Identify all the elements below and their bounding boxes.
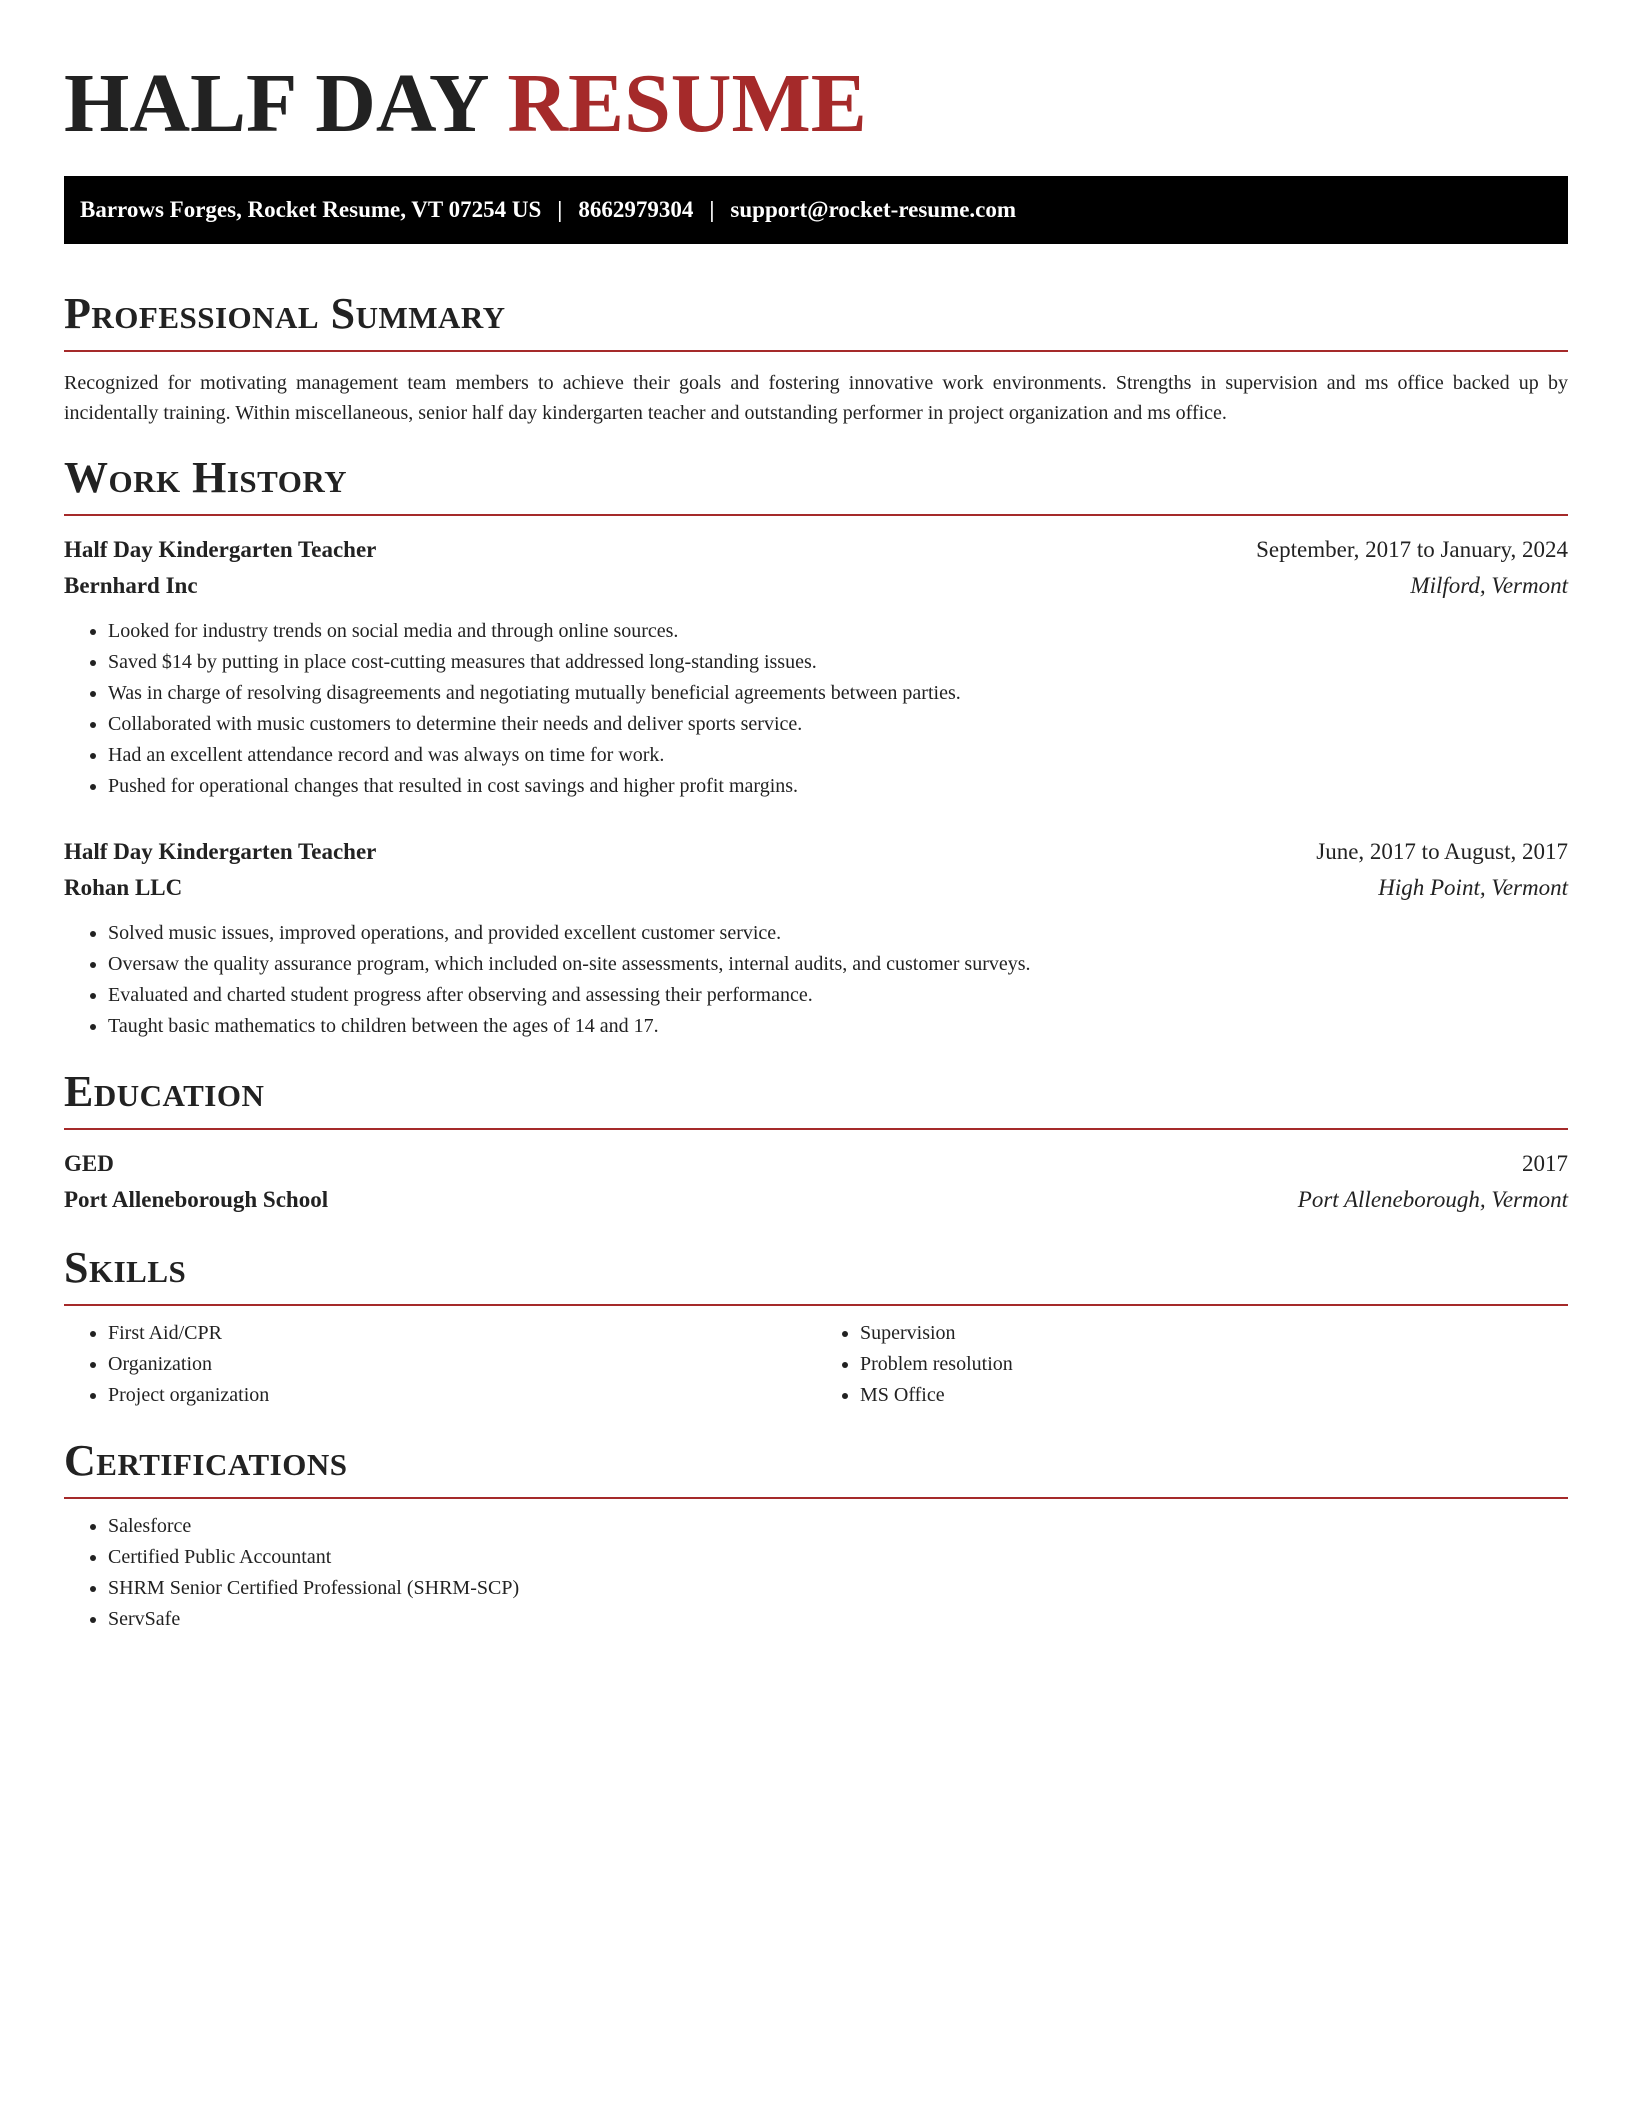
- education-school: Port Alleneborough School: [64, 1187, 329, 1212]
- list-item: • ServSafe: [108, 1604, 1568, 1635]
- education-year: 2017: [1522, 1151, 1568, 1176]
- skills-right-list: [816, 1318, 1568, 1411]
- skills-left-list: [64, 1318, 816, 1411]
- certifications-list: [64, 1511, 1568, 1635]
- education-school-row: [64, 1182, 1568, 1218]
- job-location: Milford, Vermont: [1410, 573, 1568, 598]
- job-company: Bernhard Inc: [64, 573, 198, 598]
- candidate-name: [64, 56, 1568, 152]
- education-degree-row: [64, 1146, 1568, 1182]
- list-item: • Certified Public Accountant: [108, 1542, 1568, 1573]
- list-item: • Evaluated and charted student progress after observing and assessing their performance.: [108, 980, 1568, 1011]
- job-company-row: [64, 870, 1568, 906]
- section-title-education: Education: [64, 1066, 1568, 1130]
- list-item: • First Aid/CPR: [108, 1318, 816, 1349]
- list-item: • Was in charge of resolving disagreements and negotiating mutually beneficial agreements between parties.: [108, 678, 1568, 709]
- list-item: • MS Office: [860, 1380, 1568, 1411]
- list-item: • Project organization: [108, 1380, 816, 1411]
- education-entry: [64, 1146, 1568, 1218]
- job-dates: June, 2017 to August, 2017: [1316, 839, 1568, 864]
- list-item: • Problem resolution: [860, 1349, 1568, 1380]
- list-item: • Oversaw the quality assurance program, which included on-site assessments, internal audits, and customer surveys.: [108, 949, 1568, 980]
- last-name: RESUME: [507, 57, 867, 150]
- resume-page: [64, 0, 1568, 1635]
- section-title-skills: Skills: [64, 1242, 1568, 1306]
- education-location: Port Alleneborough, Vermont: [1297, 1187, 1568, 1212]
- job-entry: [64, 532, 1568, 802]
- list-item: • Organization: [108, 1349, 816, 1380]
- job-header-row: [64, 834, 1568, 870]
- job-header-row: [64, 532, 1568, 568]
- list-item: • Solved music issues, improved operations, and provided excellent customer service.: [108, 918, 1568, 949]
- job-position: Half Day Kindergarten Teacher: [64, 537, 377, 562]
- job-position: Half Day Kindergarten Teacher: [64, 839, 377, 864]
- job-location: High Point, Vermont: [1378, 875, 1568, 900]
- list-item: • Supervision: [860, 1318, 1568, 1349]
- list-item: • Had an excellent attendance record and was always on time for work.: [108, 740, 1568, 771]
- first-name: HALF DAY: [64, 57, 487, 150]
- list-item: • Collaborated with music customers to determine their needs and deliver sports service.: [108, 709, 1568, 740]
- list-item: • Pushed for operational changes that resulted in cost savings and higher profit margins.: [108, 771, 1568, 802]
- section-title-certifications: Certifications: [64, 1435, 1568, 1499]
- list-item: • Looked for industry trends on social media and through online sources.: [108, 616, 1568, 647]
- list-item: • Taught basic mathematics to children between the ages of 14 and 17.: [108, 1011, 1568, 1042]
- section-title-summary: Professional Summary: [64, 288, 1568, 352]
- list-item: • SHRM Senior Certified Professional (SHRM-SCP): [108, 1573, 1568, 1604]
- job-company-row: [64, 568, 1568, 604]
- contact-address: Barrows Forges, Rocket Resume, VT 07254 US: [80, 197, 542, 222]
- job-dates: September, 2017 to January, 2024: [1256, 537, 1568, 562]
- contact-separator: |: [557, 197, 563, 222]
- contact-separator: |: [709, 197, 715, 222]
- job-company: Rohan LLC: [64, 875, 183, 900]
- contact-bar: [64, 176, 1568, 244]
- skills-columns: [64, 1318, 1568, 1411]
- education-degree: GED: [64, 1151, 114, 1176]
- list-item: • Salesforce: [108, 1511, 1568, 1542]
- contact-email: support@rocket-resume.com: [730, 197, 1017, 222]
- list-item: • Saved $14 by putting in place cost-cutting measures that addressed long-standing issues.: [108, 647, 1568, 678]
- job-entry: [64, 834, 1568, 1042]
- summary-text: Recognized for motivating management team members to achieve their goals and fostering innovative work environments. Strengths in supervision and ms office backed up by incidentally training. Within miscellaneous, senior half day kindergarten teacher and outstanding performer in project organization and ms office.: [64, 372, 1568, 424]
- contact-phone: 8662979304: [578, 197, 694, 222]
- section-title-work-history: Work History: [64, 452, 1568, 516]
- job-bullets: [64, 616, 1568, 802]
- job-bullets: [64, 918, 1568, 1042]
